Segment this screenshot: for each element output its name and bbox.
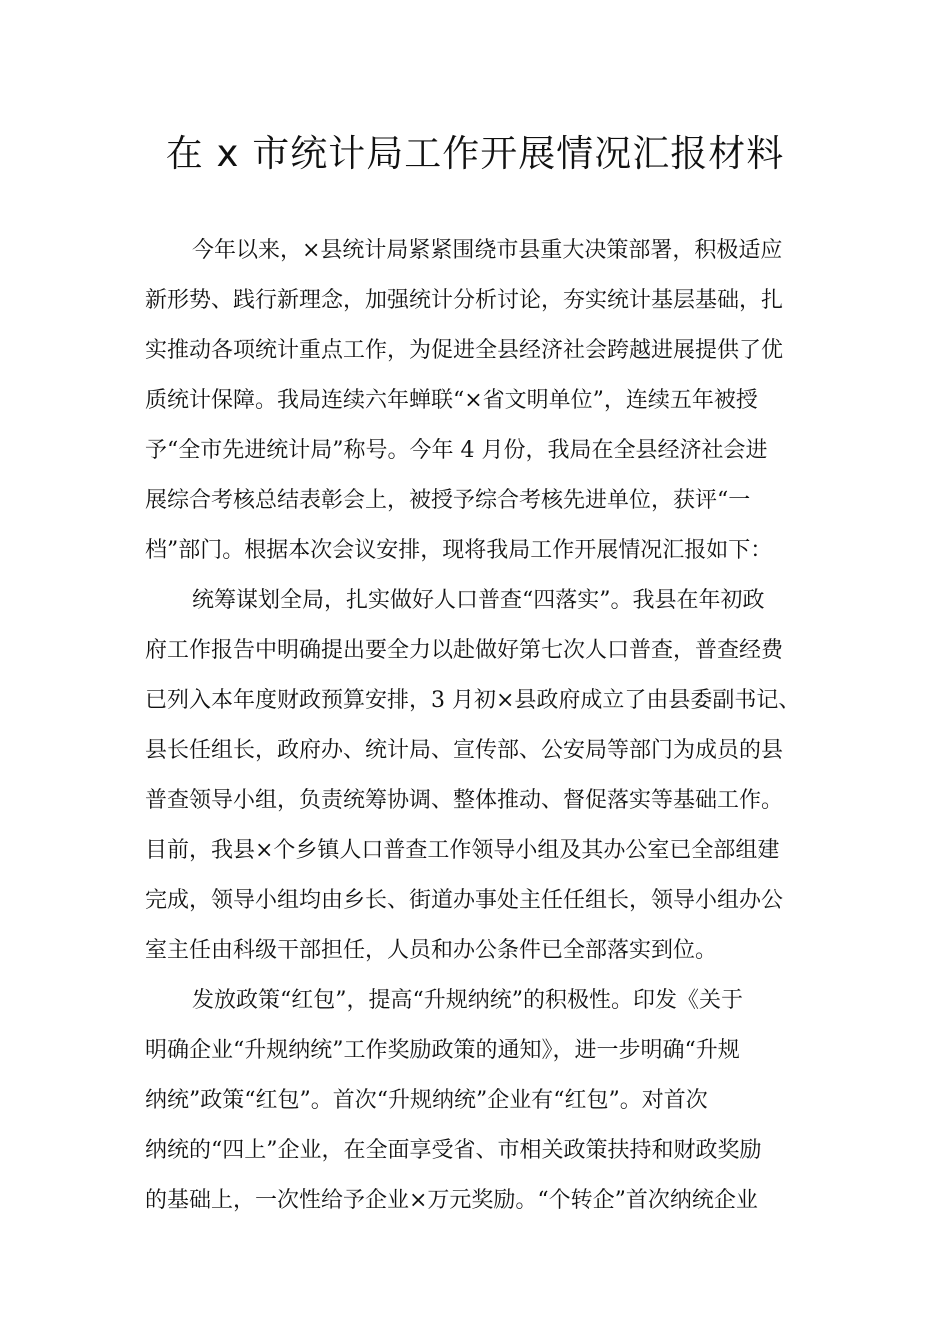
paragraph-1-line-7: 档”部门。根据本次会议安排，现将我局工作开展情况汇报如下： (145, 538, 773, 563)
paragraph-2-line-1: 统筹谋划全局，扎实做好人口普查“四落实”。我县在年初政 (192, 588, 765, 613)
paragraph-1-line-3: 实推动各项统计重点工作，为促进全县经济社会跨越进展提供了优 (145, 338, 784, 363)
paragraph-1-line-6: 展综合考核总结表彰会上，被授予综合考核先进单位，获评“一 (145, 488, 751, 513)
paragraph-3-line-3: 纳统”政策“红包”。首次“升规纳统”企业有“红包”。对首次 (145, 1088, 708, 1113)
paragraph-1-line-1: 今年以来，×县统计局紧紧围绕市县重大决策部署，积极适应 (192, 238, 783, 263)
paragraph-1-line-2: 新形势、践行新理念，加强统计分析讨论，夯实统计基层基础，扎 (145, 288, 784, 313)
paragraph-2-line-7: 完成，领导小组均由乡长、街道办事处主任任组长，领导小组办公 (145, 888, 784, 913)
paragraph-1-line-5: 予“全市先进统计局”称号。今年 4 月份，我局在全县经济社会进 (145, 438, 768, 463)
paragraph-2-line-6: 目前，我县×个乡镇人口普查工作领导小组及其办公室已全部组建 (145, 838, 780, 863)
document-title: 在 x 市统计局工作开展情况汇报材料 (165, 132, 785, 175)
paragraph-2-line-4: 县长任组长，政府办、统计局、宣传部、公安局等部门为成员的县 (145, 738, 784, 763)
paragraph-2-line-3: 已列入本年度财政预算安排，3 月初×县政府成立了由县委副书记、 (145, 688, 801, 713)
paragraph-1-line-4: 质统计保障。我局连续六年蝉联“×省文明单位”，连续五年被授 (145, 388, 758, 413)
paragraph-2-line-2: 府工作报告中明确提出要全力以赴做好第七次人口普查，普查经费 (145, 638, 784, 663)
paragraph-2-line-8: 室主任由科级干部担任，人员和办公条件已全部落实到位。 (145, 938, 718, 963)
paragraph-3-line-2: 明确企业“升规纳统”工作奖励政策的通知》，进一步明确“升规 (145, 1038, 740, 1063)
paragraph-3-line-4: 纳统的“四上”企业，在全面享受省、市相关政策扶持和财政奖励 (145, 1138, 762, 1163)
paragraph-3-line-1: 发放政策“红包”，提高“升规纳统”的积极性。印发《关于 (192, 988, 743, 1013)
paragraph-2-line-5: 普查领导小组，负责统筹协调、整体推动、督促落实等基础工作。 (145, 788, 784, 813)
paragraph-3-line-5: 的基础上，一次性给予企业×万元奖励。“个转企”首次纳统企业 (145, 1188, 758, 1213)
